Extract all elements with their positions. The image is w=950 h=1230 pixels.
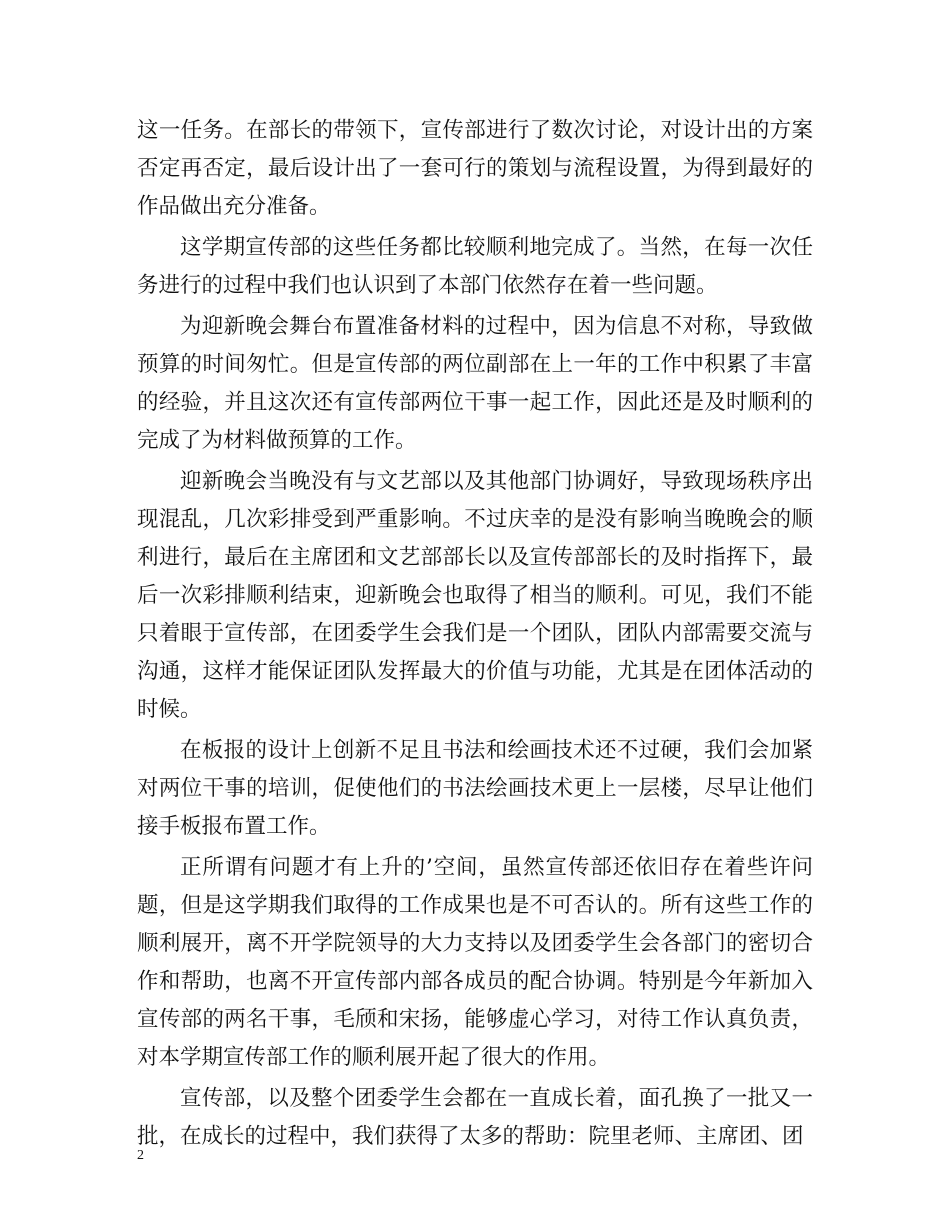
paragraph-1: 这一任务。在部长的带领下，宣传部进行了数次讨论，对设计出的方案否定再否定，最后设计出了一套可行的策划与流程设置，为得到最好的作品做出充分准备。 [137,118,813,219]
paragraph-4: 迎新晚会当晚没有与文艺部以及其他部门协调好，导致现场秩序出现混乱，几次彩排受到严重影响。不过庆幸的是没有影响当晚晚会的顺利进行，最后在主席团和文艺部部长以及宣传部部长的及时指挥下，最后一次彩排顺利结束，迎新晚会也取得了相当的顺利。可见，我们不能只着眼于宣传部，在团委学生会我们是一个团队，团队内部需要交流与沟通，这样才能保证团队发挥最大的价值与功能，尤其是在团体活动的时候。 [137,469,813,722]
document-body [137,112,813,1159]
paragraph-7: 宣传部，以及整个团委学生会都在一直成长着，面孔换了一批又一批，在成长的过程中，我们获得了太多的帮助：院里老师、主席团、团 [137,1086,813,1149]
paragraph-6: 正所谓有问题才有上升的’空间，虽然宣传部还依旧存在着些许问题，但是这学期我们取得的工作成果也是不可否认的。所有这些工作的顺利展开，离不开学院领导的大力支持以及团委学生会各部门的密切合作和帮助，也离不开宣传部内部各成员的配合协调。特别是今年新加入宣传部的两名干事，毛颀和宋扬，能够虚心学习，对待工作认真负责，对本学期宣传部工作的顺利展开起了很大的作用。 [137,855,813,1070]
paragraph-5: 在板报的设计上创新不足且书法和绘画技术还不过硬，我们会加紧对两位干事的培训，促使他们的书法绘画技术更上一层楼，尽早让他们接手板报布置工作。 [137,738,813,839]
page-number: 2 [137,1148,144,1163]
paragraph-2: 这学期宣传部的这些任务都比较顺利地完成了。当然，在每一次任务进行的过程中我们也认识到了本部门依然存在着一些问题。 [137,235,813,298]
paragraph-3: 为迎新晚会舞台布置准备材料的过程中，因为信息不对称，导致做预算的时间匆忙。但是宣传部的两位副部在上一年的工作中积累了丰富的经验，并且这次还有宣传部两位干事一起工作，因此还是及时顺利的完成了为材料做预算的工作。 [137,314,813,453]
